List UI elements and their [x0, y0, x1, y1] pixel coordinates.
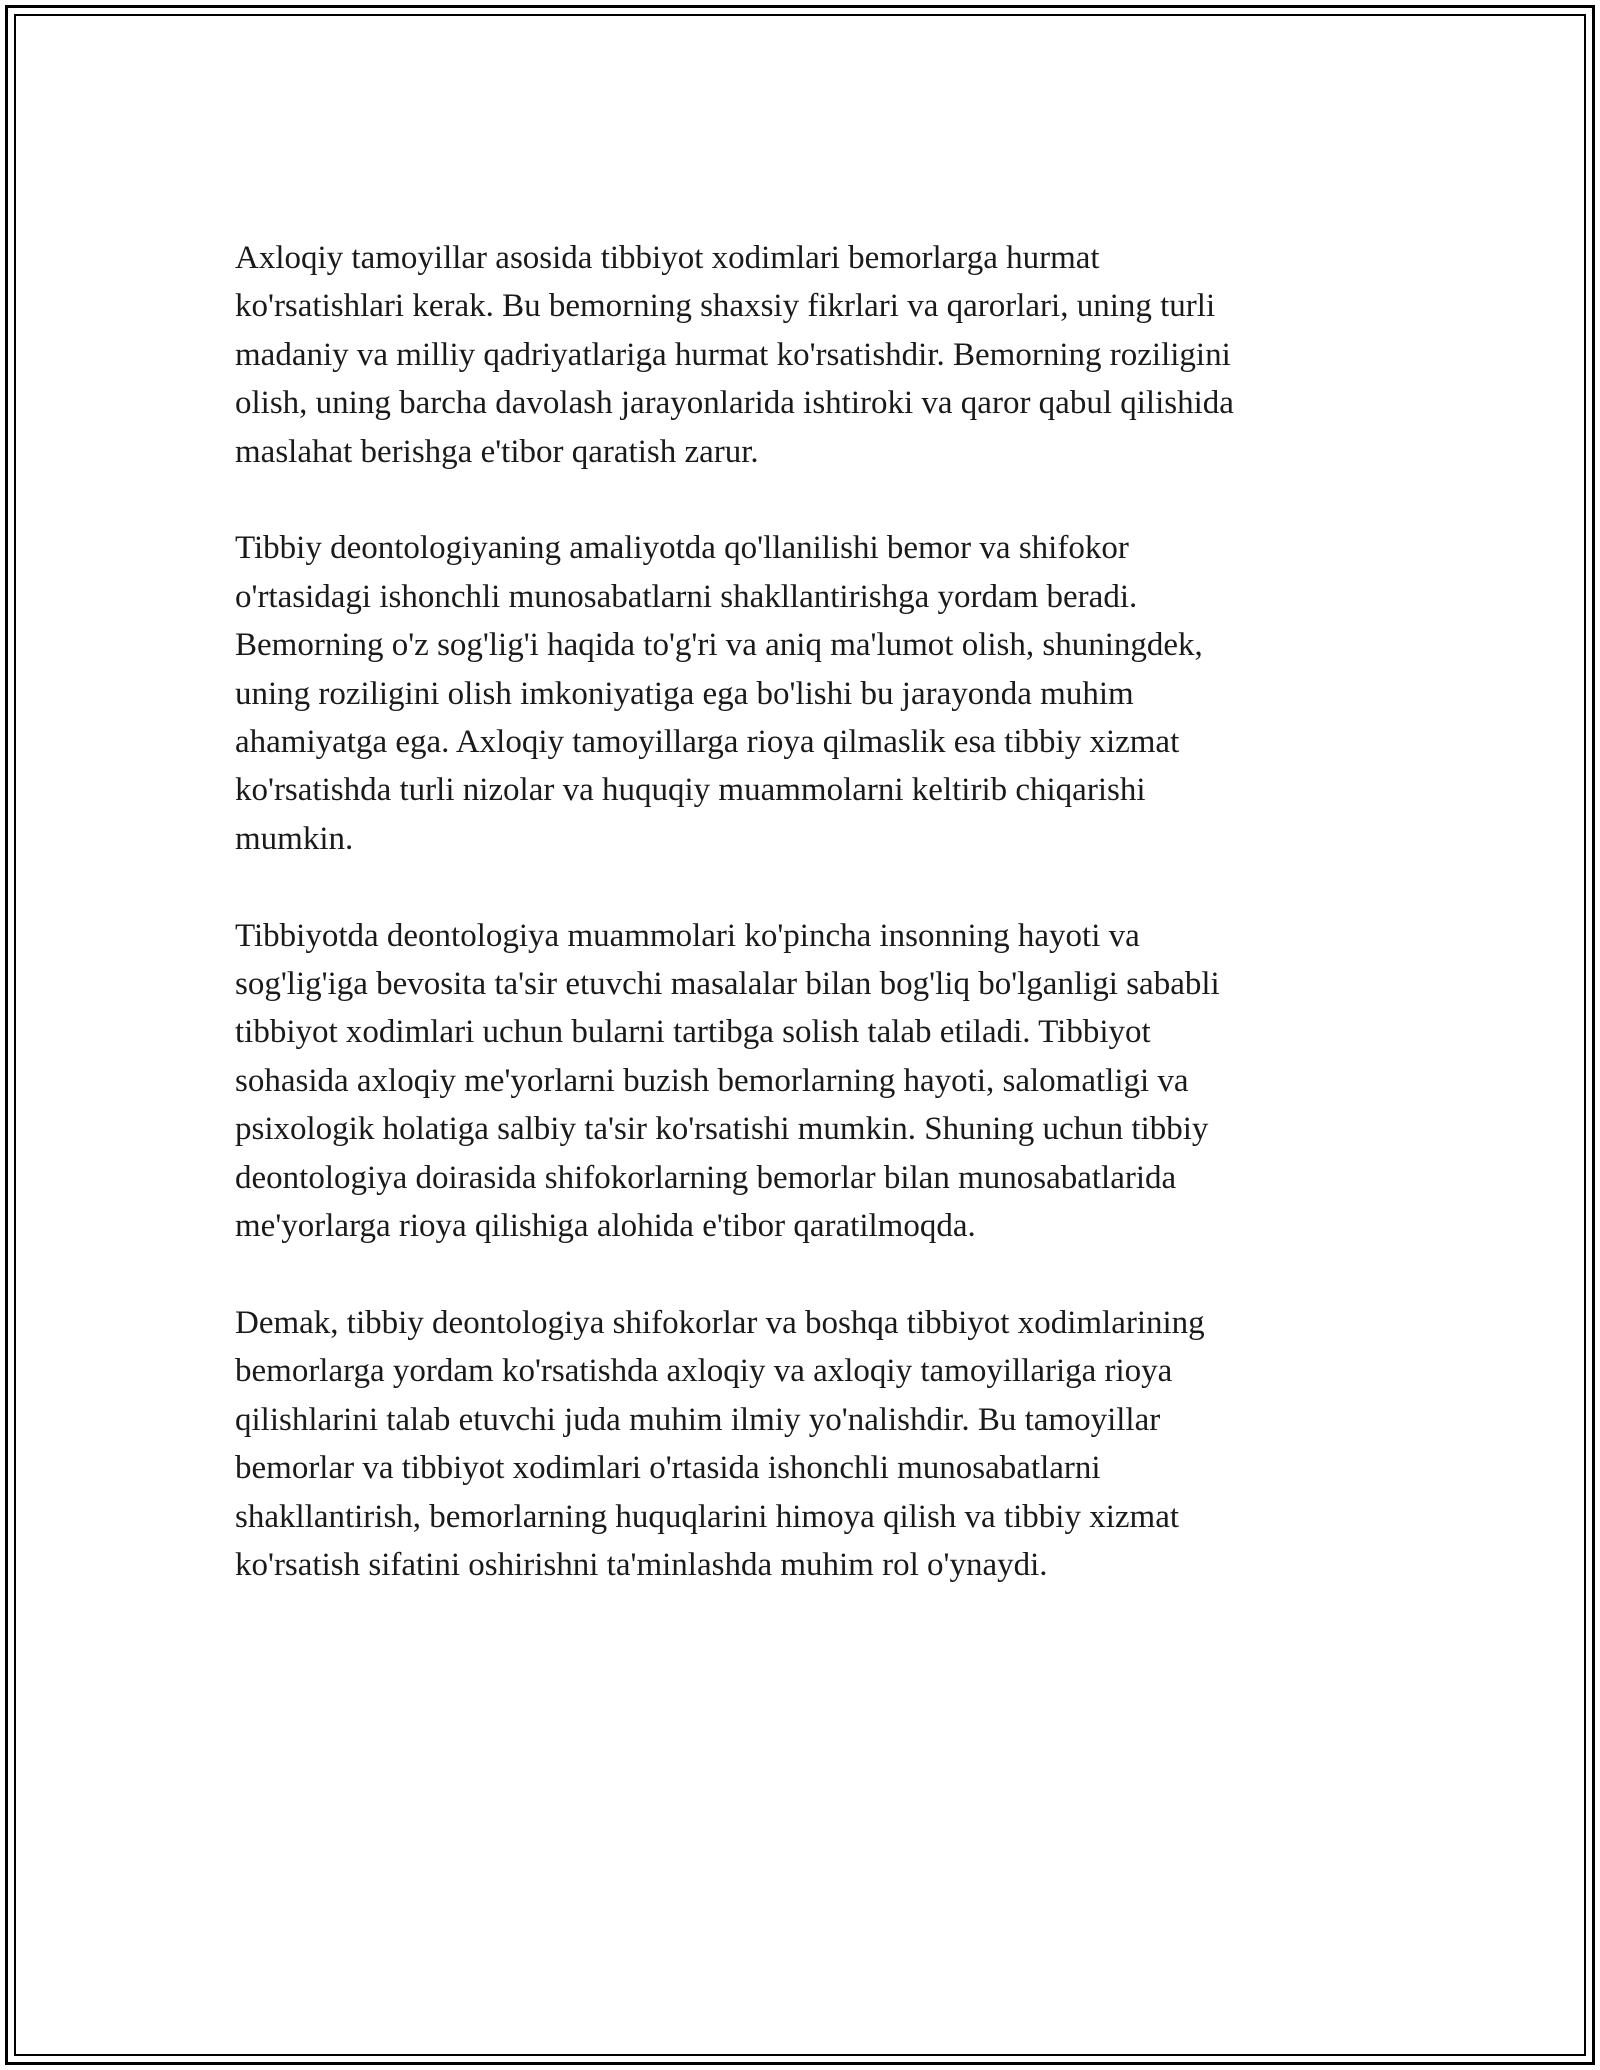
- text-line: o'rtasidagi ishonchli munosabatlarni shakllantirishga yordam beradi.: [235, 578, 1138, 615]
- text-line: Bemorning o'z sog'lig'i haqida to'g'ri va aniq ma'lumot olish, shuningdek,: [235, 627, 1203, 664]
- text-line: ko'rsatish sifatini oshirishni ta'minlashda muhim rol o'ynaydi.: [235, 1546, 1048, 1583]
- text-line: Demak, tibbiy deontologiya shifokorlar va boshqa tibbiyot xodimlarining: [235, 1304, 1205, 1341]
- text-line: psixologik holatiga salbiy ta'sir ko'rsatishi mumkin. Shuning uchun tibbiy: [235, 1111, 1209, 1148]
- text-line: bemorlar va tibbiyot xodimlari o'rtasida ishonchli munosabatlarni: [235, 1450, 1101, 1487]
- text-line: Tibbiyotda deontologiya muammolari ko'pincha insonning hayoti va: [235, 917, 1140, 954]
- text-line: ko'rsatishlari kerak. Bu bemorning shaxsiy fikrlari va qarorlari, uning turli: [235, 288, 1216, 325]
- text-line: ahamiyatga ega. Axloqiy tamoyillarga rioya qilmaslik esa tibbiy xizmat: [235, 724, 1180, 761]
- text-line: shakllantirish, bemorlarning huquqlarini himoya qilish va tibbiy xizmat: [235, 1498, 1180, 1535]
- document-body: [235, 234, 1365, 1638]
- text-line: sog'lig'iga bevosita ta'sir etuvchi masalalar bilan bog'liq bo'lganligi sababli: [235, 966, 1220, 1003]
- text-line: madaniy va milliy qadriyatlariga hurmat ko'rsatishdir. Bemorning roziligini: [235, 336, 1231, 373]
- text-line: olish, uning barcha davolash jarayonlarida ishtiroki va qaror qabul qilishida: [235, 385, 1234, 422]
- text-line: bemorlarga yordam ko'rsatishda axloqiy va axloqiy tamoyillariga rioya: [235, 1353, 1173, 1390]
- text-line: Axloqiy tamoyillar asosida tibbiyot xodimlari bemorlarga hurmat: [235, 240, 1100, 276]
- paragraph-1: [235, 234, 1365, 476]
- text-line: uning roziligini olish imkoniyatiga ega bo'lishi bu jarayonda muhim: [235, 675, 1134, 712]
- paragraph-2: [235, 524, 1365, 863]
- text-line: qilishlarini talab etuvchi juda muhim ilmiy yo'nalishdir. Bu tamoyillar: [235, 1401, 1161, 1438]
- text-line: sohasida axloqiy me'yorlarni buzish bemorlarning hayoti, salomatligi va: [235, 1062, 1189, 1099]
- paragraph-3: [235, 912, 1365, 1251]
- paragraph-4: [235, 1299, 1365, 1589]
- text-line: me'yorlarga rioya qilishiga alohida e'tibor qaratilmoqda.: [235, 1208, 976, 1245]
- text-line: tibbiyot xodimlari uchun bularni tartibga solish talab etiladi. Tibbiyot: [235, 1014, 1151, 1051]
- text-line: ko'rsatishda turli nizolar va huquqiy muammolarni keltirib chiqarishi: [235, 772, 1146, 809]
- text-line: maslahat berishga e'tibor qaratish zarur.: [235, 433, 759, 470]
- text-line: deontologiya doirasida shifokorlarning bemorlar bilan munosabatlarida: [235, 1159, 1177, 1196]
- text-line: Tibbiy deontologiyaning amaliyotda qo'llanilishi bemor va shifokor: [235, 530, 1129, 567]
- text-line: mumkin.: [235, 820, 354, 857]
